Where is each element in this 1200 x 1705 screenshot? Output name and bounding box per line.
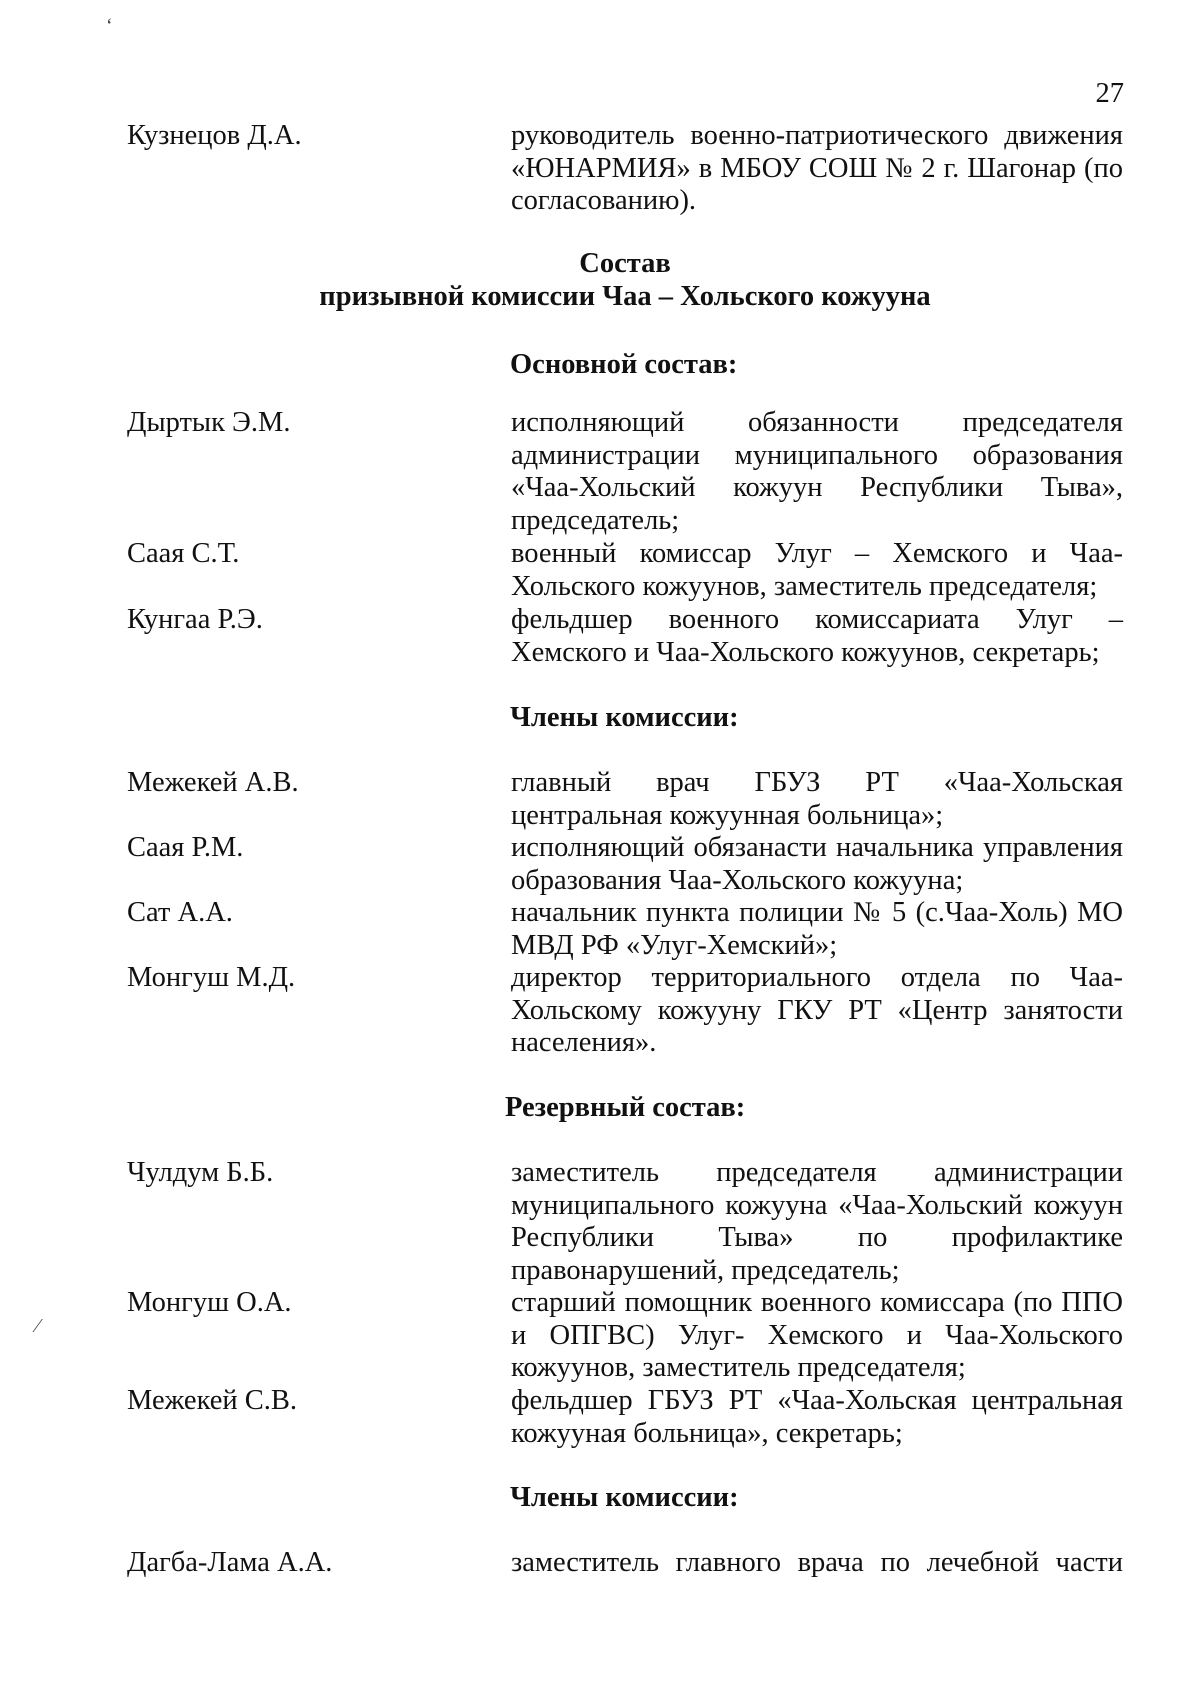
person-role: директор территориального отдела по Чаа-Хольскому кожууну ГКУ РТ «Центр занятости населения». <box>511 962 1123 1059</box>
page-number: 27 <box>1095 78 1124 109</box>
person-name: Кунгаа Р.Э. <box>127 604 263 635</box>
section-heading-members: Члены комиссии: <box>510 1482 739 1513</box>
person-name: Межекей А.В. <box>127 767 299 798</box>
person-role: заместитель главного врача по лечебной части <box>511 1547 1123 1578</box>
person-name: Монгуш М.Д. <box>127 962 296 993</box>
section-heading-main: Основной состав: <box>510 349 738 380</box>
scan-mark: ⁄ <box>36 1315 40 1337</box>
person-name: Дагба-Лама А.А. <box>127 1547 333 1578</box>
title-line-1: Состав <box>579 248 671 279</box>
person-name: Сат А.А. <box>127 897 233 928</box>
person-name: Чулдум Б.Б. <box>127 1157 274 1188</box>
section-heading-reserve: Резервный состав: <box>505 1092 746 1123</box>
person-role: руководитель военно-патриотического движения «ЮНАРМИЯ» в МБОУ СОШ № 2 г. Шагонар (по согласованию). <box>511 120 1123 217</box>
person-role: старший помощник военного комиссара (по ППО и ОПГВС) Улуг- Хемского и Чаа-Хольского кожуунов, заместитель председателя; <box>511 1287 1123 1384</box>
commission-title <box>0 248 1200 313</box>
title-line-2: призывной комиссии Чаа – Хольского кожууна <box>319 280 931 312</box>
person-name: Кузнецов Д.А. <box>127 120 302 151</box>
person-name: Саая Р.М. <box>127 832 244 863</box>
scan-mark: ‘ <box>106 15 113 37</box>
section-heading-members: Члены комиссии: <box>510 702 739 733</box>
person-role: главный врач ГБУЗ РТ «Чаа-Хольская центральная кожуунная больница»; <box>511 767 1123 831</box>
person-role: фельдшер ГБУЗ РТ «Чаа-Хольская центральная кожууная больница», секретарь; <box>511 1385 1123 1449</box>
person-name: Межекей С.В. <box>127 1385 298 1416</box>
person-role: исполняющий обязанности председателя администрации муниципального образования «Чаа-Хольский кожуун Республики Тыва», председатель; <box>511 407 1123 537</box>
person-name: Монгуш О.А. <box>127 1287 292 1318</box>
person-name: Дыртык Э.М. <box>127 407 291 438</box>
person-role: военный комиссар Улуг – Хемского и Чаа-Хольского кожуунов, заместитель председателя; <box>511 538 1123 602</box>
person-role: начальник пункта полиции № 5 (с.Чаа-Холь) МО МВД РФ «Улуг-Хемский»; <box>511 897 1123 961</box>
person-role: заместитель председателя администрации муниципального кожууна «Чаа-Хольский кожуун Республики Тыва» по профилактике правонарушений, председатель; <box>511 1157 1123 1287</box>
person-role: исполняющий обязанасти начальника управления образования Чаа-Хольского кожууна; <box>511 832 1123 896</box>
person-name: Саая С.Т. <box>127 538 240 569</box>
person-role: фельдшер военного комиссариата Улуг – Хемского и Чаа-Хольского кожуунов, секретарь; <box>511 604 1123 668</box>
